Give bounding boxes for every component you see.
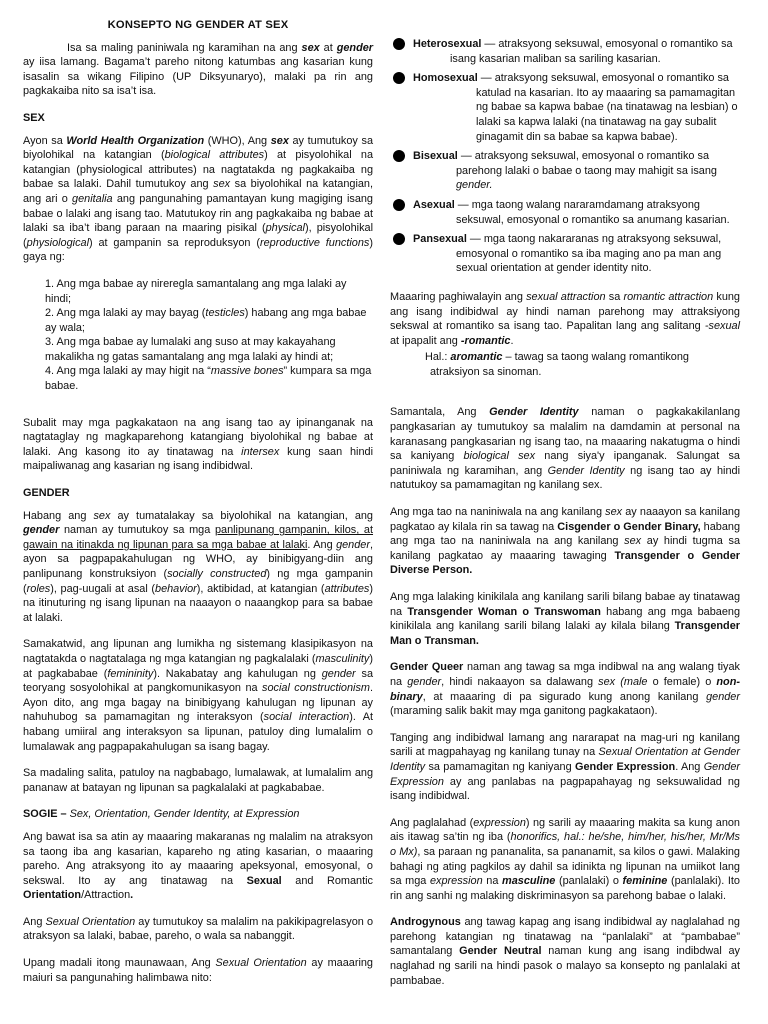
gender-expression-paragraph: Tanging ang indibidwal lamang ang nararapat na mag-uri ng kanilang sarili at magpahayag ng kanilang tunay na Sexual Orientation at Gender Identity sa pamamagitan ng kaniyang Gender Expression. Ang Gender Expression ay ang panlabas na pagpapahayag ng seksuwalidad ng isang indibidwal. xyxy=(390,731,741,803)
constructionism-paragraph: Samakatwid, ang lipunan ang lumikha ng sistemang klasipikasyon na nagtatakda o nagtatalaga ng mga katangian ng pagkalalaki (masculinity) at pagkababae (femininity). Nakabatay ang kahulugan ng gender sa teoryang sosyolohikal at pangkomunikasyon na social constructionism. Ayon dito, ang mga bagay na binibigyang kahulugan ng lipunan ay nahuhubog sa pamamagitan ng interaksyon (social interaction). At habang umiiral ang interaksyon sa lipunan, patuloy ding lumalalim o lumalawak ang pagpapakahulugan sa isang bagay. xyxy=(23,638,374,753)
sex-heading: SEX xyxy=(23,111,45,124)
list-item: 3. Ang mga babae ay lumalaki ang suso at may kakayahang makalikha ng gatas samantalang ang mga lalaki ay hindi at; xyxy=(45,336,336,363)
bullet-icon xyxy=(393,199,405,211)
summary-paragraph: Sa madaling salita, patuloy na nagbabago, lumalawak, at lumalalim ang pananaw at batayan ng lipunan sa pagkalalaki at pagkababae. xyxy=(23,767,373,794)
biological-differences-list xyxy=(23,277,373,394)
gender-identity-paragraph: Samantala, Ang Gender Identity naman o pagkakakilanlang pangkasarian ay tumutukoy sa malalim na damdamin at personal na karanasang pangkasarian ng isang tao, na maaaring nakatugma o hindi sa kaniyang biological sex nang siya'y ipanganak. Salungat sa paniniwala ng karamihan, ang Gender Identity ng isang tao ay hindi natutukoy sa pamamagitan ng kanilang sex. xyxy=(390,406,740,492)
list-item: 1. Ang mga babae ay nireregla samantalang ang mga lalaki ay hindi; xyxy=(45,277,347,305)
transgender-paragraph: Ang mga lalaking kinikilala ang kanilang sarili bilang babae ay tinatawag na Transgender Woman o Transwoman habang ang mga babaeng kinikilala ang kanilang sarili bilang lalaki ay kilala bilang Transgender Man o Transman. xyxy=(390,591,741,647)
romantic-attraction-paragraph: Maaaring paghiwalayin ang sexual attraction sa romantic attraction kung ang isang indibidwal ay hindi naman parehong may attraksiyong sekswal at romantiko sa isang tao. Papalitan lang ang salitang -sexual at ipapalit ang -romantic. Hal.: aromantic – tawag sa taong walang romantikong atraksiyon sa sinoman. xyxy=(390,290,740,378)
sexual-orientation-paragraph: Ang Sexual Orientation ay tumutukoy sa malalim na pakikipagrelasyon o atraksyon sa lalaki, babae, pareho, o wala sa nabanggit. xyxy=(23,915,373,943)
intro-paragraph: Isa sa maling paniniwala ng karamihan na ang sex at gender ay iisa lamang. Bagama’t pareho nitong katumbas ang kasarian kung isasalin sa wikang Filipino (UP Diksyunaryo), malaki pa rin ang pagkakaiba nito sa isa’t isa. xyxy=(23,41,374,98)
list-item: Heterosexual — atraksyong seksuwal, emosyonal o romantiko sa isang kasarian maliban sa sariling kasarian. xyxy=(390,37,740,66)
bullet-icon xyxy=(393,150,405,162)
sex-paragraph: Ayon sa World Health Organization (WHO), Ang sex ay tumutukoy sa biyolohikal na katangian (biological attributes) at pisyolohikal na katangian (physiological attributes) na nagtatakda ng pagkakaiba ng babae sa lalaki. Dahil tumutukoy ang sex sa biyolohikal na katangian, ang ari o genitalia ang pangunahing pamantayan kung magiging isang babae o lalaki ang isang tao. Matutukoy rin ang pagkakaiba ng babae at lalaki sa iba’t ibang paraan na maaring pisikal (physical), pisyolohikal (physiological) at gampanin sa reproduksyon (reproductive functions) gaya ng: xyxy=(23,134,374,264)
orientation-intro-paragraph: Upang madali itong maunawaan, Ang Sexual Orientation ay maaaring maiuri sa pangunahing halimbawa nito: xyxy=(23,957,373,984)
list-item: 4. Ang mga lalaki ay may higit na “massive bones” kumpara sa mga babae. xyxy=(45,365,372,393)
gender-paragraph: Habang ang sex ay tumatalakay sa biyolohikal na katangian, ang gender naman ay tumutukoy sa mga panlipunang gampanin, kilos, at gawain na itinakda ng lipunan para sa mga babae at lalaki. Ang gender, ayon sa pagpapakahulugan ng WHO, ay binibigyang-diin ang panlipunang konstruksiyon (socially constructed) ng mga gampanin (roles), pag-uugali at asal (behavior), aktibidad, at katangian (attributes) na itinuturing ng isang lipunan na naaayon o naaangkop para sa babae at lalaki. xyxy=(23,509,374,624)
bullet-icon xyxy=(393,38,405,50)
list-item: Bisexual — atraksyong seksuwal, emosyonal o romantiko sa parehong lalaki o babae o taong may mahigit sa isang gender. xyxy=(390,149,740,193)
list-item: Homosexual — atraksyong seksuwal, emosyonal o romantiko sa katulad na kasarian. Ito ay maaaring sa pamamagitan ng babae sa kapwa babae (na tinatawag na lesbian) o lalaki sa kapwa lalaki (na tinatawag na gay subalit ginagamit din sa babae sa kapwa babae). xyxy=(390,71,740,144)
page-title: KONSEPTO NG GENDER AT SEX xyxy=(107,19,289,31)
right-column xyxy=(390,37,740,1000)
cisgender-paragraph: Ang mga tao na naniniwala na ang kanilang sex ay naaayon sa kanilang pagkatao ay kilala rin sa tawag na Cisgender o Gender Binary, habang ang mga tao na naniniwala na ang kanilang sex ay hindi tugma sa kanilang pagkatao ay maaaring tawaging Transgender o Gender Diverse Person. xyxy=(390,506,741,577)
list-item: 2. Ang mga lalaki ay may bayag (testicles) habang ang mga babae ay wala; xyxy=(45,307,367,334)
androgynous-paragraph: Androgynous ang tawag kapag ang isang indibidwal ay naglalahad ng parehong katangian ng tinatawag na “panlalaki” at “pambabae” samantalang Gender Neutral naman kung ang isang indibdwal ay naglahad ng sarili na hindi pasok o malayo sa konsepto ng panlalaki at pambabae. xyxy=(390,916,741,987)
intersex-paragraph: Subalit may mga pagkakataon na ang isang tao ay ipinanganak na nagtataglay ng magkaparehong katangiang biyolohikal ng babae at lalaki. Ang kasong ito ay tinatawag na intersex kung saan hindi maipaliwanag ang kasarian ng isang indibidwal. xyxy=(23,416,373,473)
bullet-icon xyxy=(393,233,405,245)
gender-queer-paragraph: Gender Queer naman ang tawag sa mga indibwal na ang walang tiyak na gender, hindi nakaayon sa dalawang sex (male o female) o non-binary, at maaaring di pa sigurado kung anong kanilang gender (maraming salik bakit may mga ganitong pagkakataon). xyxy=(390,661,740,718)
bullet-icon xyxy=(393,72,405,84)
left-column xyxy=(23,16,373,997)
orientation-list xyxy=(390,37,740,276)
attraction-paragraph: Ang bawat isa sa atin ay maaaring makaranas ng malalim na atraksyon sa taong iba ang kasarian, kapareho ng ating kasarian, o maaaring pareho. Ang atraksyong ito ay maaaring apeksyonal, emosyonal, o sekswal. Ito ay ang tinatawag na Sexual and Romantic Orientation/Attraction. xyxy=(23,830,373,902)
list-item: Pansexual — mga taong nakararanas ng atraksyong seksuwal, emosyonal o romantiko sa iba maging ano pa man ang sexual orientation at gender identity nito. xyxy=(390,232,740,276)
expression-detail-paragraph: Ang paglalahad (expression) ng sarili ay maaaring makita sa kung anon ais itawag sa’tin ng iba (honorifics, hal.: he/she, him/her, his/her, Mr/Ms o Mx), sa paraan ng pananalita, sa pananamit, sa kilos o gawi. Malaking bahagi ng ating pagkilos ay dahil sa idinikta ng lipunan na umiikot lang sa mga expression na masculine (panlalaki) o feminine (panlalaki). Ito rin ang sanhi ng malaking diskriminasyon sa parehong babae o lalaki. xyxy=(390,816,740,902)
gender-heading: GENDER xyxy=(23,487,70,500)
sogie-heading: SOGIE – Sex, Orientation, Gender Identity, at Expression xyxy=(23,808,300,821)
list-item: Asexual — mga taong walang nararamdamang atraksyong seksuwal, emosyonal o romantiko sa anumang kasarian. xyxy=(390,198,740,227)
